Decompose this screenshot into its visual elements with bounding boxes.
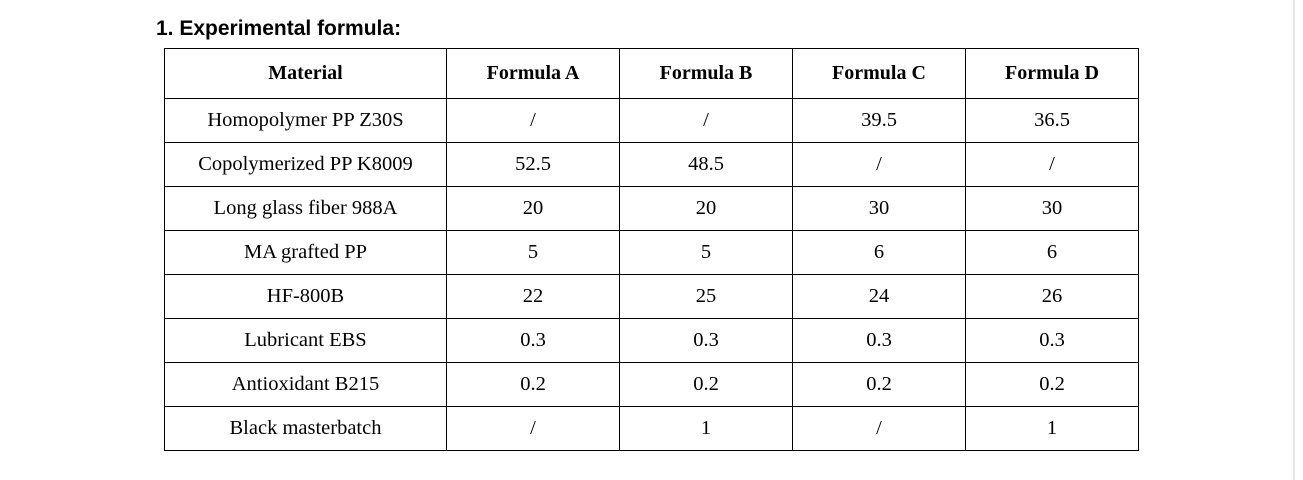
value-cell: 0.3 bbox=[966, 319, 1139, 363]
value-cell: 0.2 bbox=[793, 363, 966, 407]
table-row bbox=[165, 231, 1139, 275]
column-header-formula-c: Formula C bbox=[793, 49, 966, 99]
value-cell: 0.2 bbox=[447, 363, 620, 407]
value-cell: / bbox=[620, 99, 793, 143]
material-cell: HF-800B bbox=[165, 275, 447, 319]
material-cell: MA grafted PP bbox=[165, 231, 447, 275]
value-cell: 48.5 bbox=[620, 143, 793, 187]
table-row bbox=[165, 275, 1139, 319]
value-cell: 5 bbox=[447, 231, 620, 275]
value-cell: 36.5 bbox=[966, 99, 1139, 143]
value-cell: 30 bbox=[793, 187, 966, 231]
table-header-row bbox=[165, 49, 1139, 99]
value-cell: 30 bbox=[966, 187, 1139, 231]
value-cell: 22 bbox=[447, 275, 620, 319]
material-cell: Antioxidant B215 bbox=[165, 363, 447, 407]
value-cell: 6 bbox=[966, 231, 1139, 275]
table-row bbox=[165, 187, 1139, 231]
table-row bbox=[165, 363, 1139, 407]
value-cell: 20 bbox=[620, 187, 793, 231]
table-row bbox=[165, 99, 1139, 143]
material-cell: Copolymerized PP K8009 bbox=[165, 143, 447, 187]
material-cell: Long glass fiber 988A bbox=[165, 187, 447, 231]
value-cell: 39.5 bbox=[793, 99, 966, 143]
value-cell: 25 bbox=[620, 275, 793, 319]
value-cell: 52.5 bbox=[447, 143, 620, 187]
value-cell: 1 bbox=[966, 407, 1139, 451]
page-edge-divider bbox=[1293, 0, 1295, 480]
value-cell: / bbox=[447, 407, 620, 451]
value-cell: / bbox=[793, 143, 966, 187]
value-cell: / bbox=[793, 407, 966, 451]
value-cell: 1 bbox=[620, 407, 793, 451]
value-cell: 0.3 bbox=[447, 319, 620, 363]
value-cell: / bbox=[447, 99, 620, 143]
value-cell: 0.2 bbox=[966, 363, 1139, 407]
value-cell: 0.2 bbox=[620, 363, 793, 407]
material-cell: Lubricant EBS bbox=[165, 319, 447, 363]
value-cell: 6 bbox=[793, 231, 966, 275]
value-cell: 26 bbox=[966, 275, 1139, 319]
material-cell: Black masterbatch bbox=[165, 407, 447, 451]
formula-table bbox=[164, 48, 1139, 451]
value-cell: 5 bbox=[620, 231, 793, 275]
column-header-material: Material bbox=[165, 49, 447, 99]
table-row bbox=[165, 407, 1139, 451]
material-cell: Homopolymer PP Z30S bbox=[165, 99, 447, 143]
column-header-formula-b: Formula B bbox=[620, 49, 793, 99]
table-row bbox=[165, 143, 1139, 187]
value-cell: 24 bbox=[793, 275, 966, 319]
value-cell: 0.3 bbox=[620, 319, 793, 363]
value-cell: 20 bbox=[447, 187, 620, 231]
section-heading: 1. Experimental formula: bbox=[156, 17, 402, 40]
table-row bbox=[165, 319, 1139, 363]
column-header-formula-d: Formula D bbox=[966, 49, 1139, 99]
value-cell: / bbox=[966, 143, 1139, 187]
value-cell: 0.3 bbox=[793, 319, 966, 363]
column-header-formula-a: Formula A bbox=[447, 49, 620, 99]
